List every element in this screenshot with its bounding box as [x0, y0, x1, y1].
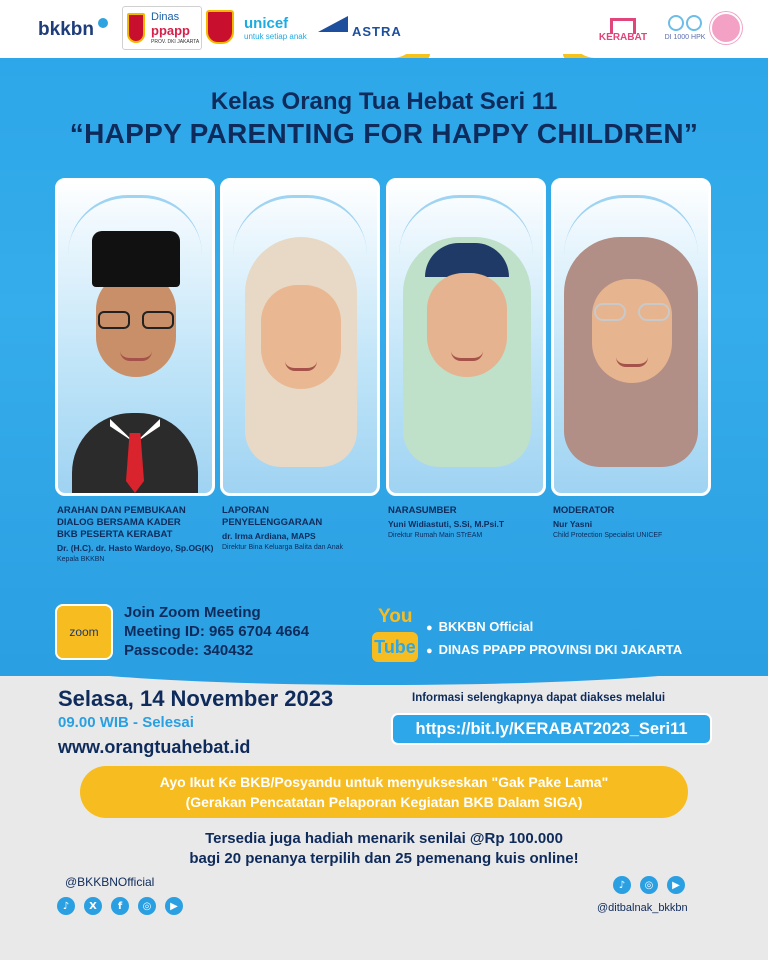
more-info-label: Informasi selengkapnya dapat diakses melalui	[412, 692, 666, 704]
social-icons-right	[613, 876, 685, 894]
smile	[451, 351, 483, 361]
bkkbn-logo-text: bkkbn	[38, 19, 94, 40]
social-handle-left: @BKKBNOfficial	[65, 875, 155, 889]
speaker-caption-2	[222, 505, 392, 553]
speaker-name: Nur Yasni	[553, 519, 593, 529]
campaign-banner	[80, 766, 688, 818]
speaker-photo-2	[223, 181, 377, 493]
event-theme-title: “HAPPY PARENTING FOR HAPPY CHILDREN”	[69, 118, 699, 149]
speaker-face	[592, 279, 672, 383]
dinas-logo-line2: ppapp	[151, 23, 190, 38]
glasses-icon	[98, 311, 174, 329]
x-icon: X	[84, 897, 102, 915]
glasses-icon	[594, 303, 670, 321]
youtube-icon: ▶	[165, 897, 183, 915]
hpk-logo-text: DI 1000 HPK	[664, 34, 706, 41]
campaign-banner-line1: Ayo Ikut Ke BKB/Posyandu untuk menyukseskan "Gak Pake Lama"	[159, 774, 609, 790]
speaker-position: Child Protection Specialist UNICEF	[553, 532, 663, 539]
instagram-icon: ◎	[138, 897, 156, 915]
speaker-photo-4	[554, 181, 708, 493]
1000-hpk-logo	[664, 8, 706, 48]
zoom-meeting-id: Meeting ID: 965 6704 4664	[124, 623, 310, 640]
event-series-title: Kelas Orang Tua Hebat Seri 11	[210, 88, 558, 115]
face-icon	[668, 15, 684, 31]
registration-link: https://bit.ly/KERABAT2023_Seri11	[391, 713, 712, 745]
tiktok-icon: ♪	[613, 876, 631, 894]
smile	[616, 357, 648, 367]
speaker-card-1	[55, 178, 215, 496]
peci-cap	[92, 231, 180, 287]
speaker-card-4	[551, 178, 711, 496]
speaker-photo-1	[58, 181, 212, 493]
face-icon	[686, 15, 702, 31]
speaker-card-3	[386, 178, 546, 496]
logo-bar	[0, 0, 768, 58]
speaker-card-2	[220, 178, 380, 496]
youtube-icon: ▶	[667, 876, 685, 894]
bkkbn-logo-mark	[98, 18, 108, 28]
speaker-caption-3	[388, 505, 558, 541]
zoom-logo-icon: zoom	[55, 604, 113, 660]
bkkbn-logo	[30, 14, 116, 46]
smile	[285, 361, 317, 371]
unicef-logo-text: unicef	[244, 15, 289, 32]
faces-icon	[668, 15, 702, 31]
speaker-role: NARASUMBER	[388, 505, 457, 516]
kerabat-logo	[588, 10, 658, 48]
youtube-channel: ● BKKBN Official	[426, 616, 682, 639]
smile	[120, 351, 152, 361]
speaker-role: ARAHAN DAN PEMBUKAAN DIALOG BERSAMA KADER BKB PESERTA KERABAT	[57, 505, 186, 540]
speaker-caption-4	[553, 505, 723, 541]
speaker-position: Direktur Bina Keluarga Balita dan Anak	[222, 544, 344, 551]
prize-line1: Tersedia juga hadiah menarik senilai @Rp 100.000	[205, 830, 563, 847]
zoom-passcode: Passcode: 340432	[124, 642, 254, 659]
speaker-name: dr. Irma Ardiana, MAPS	[222, 531, 316, 541]
house-icon	[610, 18, 636, 34]
event-time: 09.00 WIB - Selesai	[58, 714, 194, 731]
social-icons-left	[57, 897, 183, 915]
astra-logo-text: ASTRA	[352, 24, 402, 39]
zoom-meeting-info	[124, 604, 309, 660]
speaker-position: Kepala BKKBN	[57, 556, 105, 563]
youtube-channel-list	[426, 616, 682, 662]
dinas-logo-line3: PROV. DKI JAKARTA	[151, 39, 200, 45]
astra-mark-icon	[318, 16, 348, 32]
event-date: Selasa, 14 November 2023	[58, 686, 334, 711]
youtube-logo-you: You	[378, 606, 413, 627]
speaker-face	[427, 273, 507, 377]
youtube-logo-icon	[372, 606, 418, 664]
zoom-heading: Join Zoom Meeting	[124, 604, 261, 621]
jakarta-crest-icon	[127, 13, 145, 43]
facebook-icon: f	[111, 897, 129, 915]
speaker-photo-3	[389, 181, 543, 493]
speaker-role: MODERATOR	[553, 505, 615, 516]
kerabat-logo-text: KERABAT	[598, 31, 648, 43]
youtube-channel: ● DINAS PPAPP PROVINSI DKI JAKARTA	[426, 639, 682, 662]
unicef-logo	[244, 10, 312, 46]
prize-announcement	[0, 829, 768, 869]
regional-crest-logo	[206, 10, 234, 44]
speaker-caption-1	[57, 505, 227, 565]
speaker-name: Dr. (H.C). dr. Hasto Wardoyo, Sp.OG(K)	[57, 543, 214, 553]
dinas-logo-line1: Dinas	[151, 11, 180, 23]
speaker-position: Direktur Rumah Main STrEAM	[388, 532, 483, 539]
campaign-banner-line2: (Gerakan Pencatatan Pelaporan Kegiatan BKB Dalam SIGA)	[185, 794, 583, 810]
speaker-role: LAPORAN PENYELENGGARAAN	[222, 505, 323, 528]
tiktok-icon: ♪	[57, 897, 75, 915]
parenting-circle-logo	[710, 12, 742, 44]
event-website: www.orangtuahebat.id	[58, 737, 251, 757]
prize-line2: bagi 20 penanya terpilih dan 25 pemenang kuis online!	[189, 850, 579, 867]
dinas-ppapp-logo	[122, 6, 202, 50]
astra-logo	[318, 14, 406, 44]
instagram-icon: ◎	[640, 876, 658, 894]
social-handle-right: @ditbalnak_bkkbn	[597, 902, 688, 914]
youtube-logo-tube: Tube	[372, 632, 418, 662]
speaker-name: Yuni Widiastuti, S.Si, M.Psi.T	[388, 519, 505, 529]
unicef-tagline: untuk setiap anak	[244, 32, 307, 41]
speaker-face	[261, 285, 341, 389]
